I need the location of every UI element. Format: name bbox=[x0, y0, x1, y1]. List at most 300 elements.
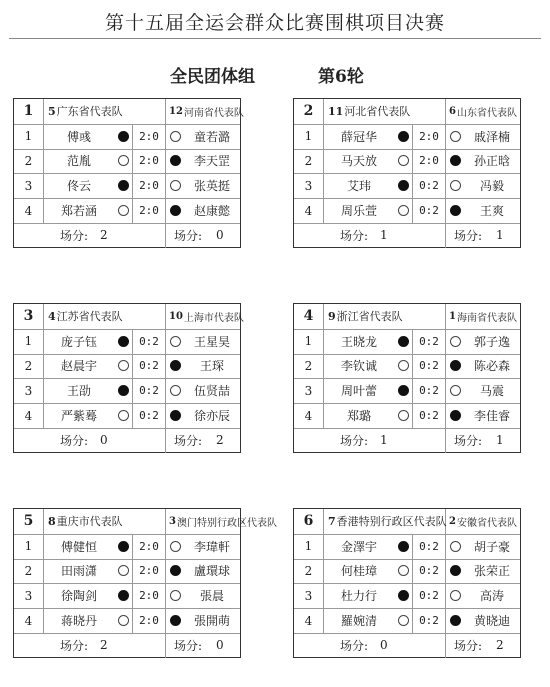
board-row bbox=[14, 354, 240, 380]
player1-name: 徐陶剑 bbox=[60, 589, 97, 604]
player2-color bbox=[446, 173, 464, 198]
board-number: 4 bbox=[14, 198, 44, 223]
white-stone-icon bbox=[170, 336, 181, 347]
team2-name: 上海市代表队 bbox=[183, 312, 244, 324]
score-label: 场分: bbox=[174, 228, 203, 243]
team1-points: 2 bbox=[100, 228, 108, 243]
black-stone-icon bbox=[118, 590, 129, 601]
player1-name: 李钦诚 bbox=[340, 359, 377, 374]
player2-name: 張開萌 bbox=[193, 614, 230, 629]
player2-name: 黄晓迪 bbox=[473, 614, 510, 629]
team2-name: 安徽省代表队 bbox=[456, 517, 517, 529]
team1-cell bbox=[324, 99, 446, 124]
team2-name: 山东省代表队 bbox=[456, 107, 517, 119]
team1-score bbox=[44, 428, 166, 453]
black-stone-icon bbox=[170, 155, 181, 166]
player1-name: 羅婉清 bbox=[340, 614, 377, 629]
score-label: 场分: bbox=[174, 433, 203, 448]
player1-color bbox=[114, 149, 132, 174]
player1-color bbox=[394, 329, 412, 354]
score-label: 场分: bbox=[60, 433, 89, 448]
match-table-2 bbox=[293, 98, 521, 248]
team2-name: 澳门特别行政区代表队 bbox=[176, 517, 277, 529]
player1-name: 庞子钰 bbox=[60, 334, 97, 349]
team1-cell bbox=[44, 304, 166, 329]
board-result: 2:0 bbox=[412, 149, 446, 174]
player1-color bbox=[394, 354, 412, 379]
board-row bbox=[294, 534, 520, 560]
team2-cell bbox=[446, 509, 520, 534]
white-stone-icon bbox=[450, 541, 461, 552]
white-stone-icon bbox=[118, 615, 129, 626]
white-stone-icon bbox=[118, 410, 129, 421]
team1-seed: 7 bbox=[328, 514, 336, 528]
board-result: 2:0 bbox=[132, 534, 166, 559]
black-stone-icon bbox=[398, 385, 409, 396]
black-stone-icon bbox=[450, 205, 461, 216]
white-stone-icon bbox=[170, 541, 181, 552]
team2-score bbox=[166, 633, 240, 658]
player2-color bbox=[166, 583, 184, 608]
board-row bbox=[294, 149, 520, 175]
team1-seed: 5 bbox=[48, 104, 56, 118]
score-label: 场分: bbox=[60, 228, 89, 243]
board-result: 2:0 bbox=[132, 173, 166, 198]
player2-name: 徐亦辰 bbox=[193, 409, 230, 424]
player1-color bbox=[114, 173, 132, 198]
score-label: 场分: bbox=[340, 433, 369, 448]
black-stone-icon bbox=[170, 615, 181, 626]
team1-points: 0 bbox=[100, 433, 108, 448]
white-stone-icon bbox=[450, 131, 461, 142]
team1-seed: 4 bbox=[48, 309, 56, 323]
board-result: 2:0 bbox=[132, 559, 166, 584]
board-number: 3 bbox=[14, 378, 44, 403]
board-number: 1 bbox=[294, 534, 324, 559]
team1-points: 1 bbox=[380, 228, 388, 243]
board-row bbox=[294, 378, 520, 404]
team2-cell bbox=[446, 304, 520, 329]
player1-color bbox=[394, 124, 412, 149]
player1-color bbox=[394, 149, 412, 174]
score-row bbox=[14, 633, 240, 658]
player2-color bbox=[166, 198, 184, 223]
player2-name: 孙正晗 bbox=[473, 154, 510, 169]
white-stone-icon bbox=[398, 615, 409, 626]
team2-score bbox=[446, 223, 520, 248]
table-number: 4 bbox=[294, 304, 324, 329]
team1-seed: 9 bbox=[328, 309, 336, 323]
player2-name: 陈必森 bbox=[473, 359, 510, 374]
black-stone-icon bbox=[118, 385, 129, 396]
board-number: 4 bbox=[14, 608, 44, 633]
player2-color bbox=[446, 354, 464, 379]
player1-name: 何桂璋 bbox=[340, 564, 377, 579]
player2-color bbox=[446, 378, 464, 403]
score-row bbox=[294, 428, 520, 453]
player1-name: 田雨潇 bbox=[60, 564, 97, 579]
white-stone-icon bbox=[450, 336, 461, 347]
team2-score bbox=[166, 223, 240, 248]
team2-cell bbox=[446, 99, 520, 124]
player1-name: 周叶蕾 bbox=[340, 384, 377, 399]
board-result: 0:2 bbox=[412, 378, 446, 403]
round-label: 第6轮 bbox=[318, 67, 364, 87]
team2-points: 1 bbox=[496, 228, 504, 243]
player1-color bbox=[394, 378, 412, 403]
player1-name: 王晓龙 bbox=[340, 334, 377, 349]
player2-name: 李天罡 bbox=[193, 154, 230, 169]
white-stone-icon bbox=[398, 360, 409, 371]
black-stone-icon bbox=[450, 360, 461, 371]
white-stone-icon bbox=[118, 205, 129, 216]
player1-name: 金澤宇 bbox=[340, 539, 377, 554]
match-table-4 bbox=[293, 303, 521, 453]
white-stone-icon bbox=[170, 590, 181, 601]
player2-name: 盧環球 bbox=[193, 564, 230, 579]
team2-score bbox=[166, 428, 240, 453]
board-row bbox=[14, 378, 240, 404]
player1-color bbox=[114, 583, 132, 608]
player1-color bbox=[114, 559, 132, 584]
board-result: 2:0 bbox=[132, 149, 166, 174]
team1-score bbox=[324, 633, 446, 658]
player1-name: 郑璐 bbox=[346, 409, 371, 424]
board-row bbox=[14, 329, 240, 355]
player2-color bbox=[166, 149, 184, 174]
player1-color bbox=[394, 198, 412, 223]
team1-score bbox=[44, 633, 166, 658]
board-result: 2:0 bbox=[132, 583, 166, 608]
board-row bbox=[14, 198, 240, 224]
board-number: 4 bbox=[14, 403, 44, 428]
team1-points: 1 bbox=[380, 433, 388, 448]
match-table-3 bbox=[13, 303, 244, 453]
team1-score bbox=[324, 223, 446, 248]
white-stone-icon bbox=[118, 565, 129, 576]
player1-name: 傅彧 bbox=[66, 129, 91, 144]
team1-name: 重庆市代表队 bbox=[56, 515, 123, 529]
player1-name: 马天放 bbox=[340, 154, 377, 169]
match-header bbox=[14, 99, 244, 125]
black-stone-icon bbox=[170, 565, 181, 576]
team2-cell bbox=[166, 509, 277, 534]
team2-cell bbox=[166, 99, 244, 124]
board-result: 2:0 bbox=[132, 608, 166, 633]
match-header bbox=[294, 304, 520, 330]
board-number: 2 bbox=[294, 354, 324, 379]
match-header bbox=[294, 509, 520, 535]
black-stone-icon bbox=[398, 590, 409, 601]
player2-color bbox=[166, 378, 184, 403]
black-stone-icon bbox=[170, 410, 181, 421]
board-row bbox=[14, 173, 240, 199]
player1-color bbox=[394, 534, 412, 559]
team1-cell bbox=[44, 509, 166, 534]
team2-points: 0 bbox=[216, 228, 224, 243]
score-label: 场分: bbox=[454, 433, 483, 448]
player2-color bbox=[166, 173, 184, 198]
player1-color bbox=[114, 198, 132, 223]
board-result: 0:2 bbox=[412, 329, 446, 354]
board-row bbox=[294, 583, 520, 609]
board-result: 0:2 bbox=[412, 534, 446, 559]
player2-name: 马震 bbox=[479, 384, 504, 399]
board-result: 0:2 bbox=[412, 403, 446, 428]
score-label: 场分: bbox=[340, 228, 369, 243]
team2-score bbox=[446, 633, 520, 658]
table-number: 1 bbox=[14, 99, 44, 124]
board-row bbox=[294, 608, 520, 634]
black-stone-icon bbox=[450, 410, 461, 421]
team2-points: 2 bbox=[216, 433, 224, 448]
team1-score bbox=[324, 428, 446, 453]
board-number: 2 bbox=[294, 559, 324, 584]
table-number: 2 bbox=[294, 99, 324, 124]
player2-color bbox=[446, 403, 464, 428]
match-header bbox=[14, 509, 277, 535]
player1-name: 严紫蓦 bbox=[60, 409, 97, 424]
black-stone-icon bbox=[170, 360, 181, 371]
board-number: 2 bbox=[294, 149, 324, 174]
white-stone-icon bbox=[398, 155, 409, 166]
player2-color bbox=[446, 329, 464, 354]
team1-name: 香港特别行政区代表队 bbox=[336, 515, 447, 529]
board-row bbox=[294, 173, 520, 199]
board-number: 1 bbox=[294, 329, 324, 354]
black-stone-icon bbox=[398, 541, 409, 552]
white-stone-icon bbox=[118, 360, 129, 371]
player2-name: 張晨 bbox=[199, 589, 224, 604]
board-row bbox=[14, 149, 240, 175]
score-row bbox=[294, 223, 520, 248]
player1-name: 周乐萱 bbox=[340, 204, 377, 219]
board-number: 1 bbox=[14, 124, 44, 149]
score-label: 场分: bbox=[454, 228, 483, 243]
match-table-5 bbox=[13, 508, 277, 658]
board-row bbox=[294, 124, 520, 150]
page-title: 第十五届全运会群众比赛围棋项目决赛 bbox=[104, 12, 445, 34]
board-number: 3 bbox=[294, 173, 324, 198]
match-header bbox=[294, 99, 520, 125]
player1-name: 傅健恒 bbox=[60, 539, 97, 554]
player2-color bbox=[446, 198, 464, 223]
player1-name: 赵晨宇 bbox=[60, 359, 97, 374]
score-row bbox=[14, 223, 240, 248]
player1-color bbox=[114, 608, 132, 633]
black-stone-icon bbox=[118, 541, 129, 552]
player1-name: 艾玮 bbox=[346, 179, 371, 194]
team2-seed: 6 bbox=[449, 105, 456, 117]
player2-color bbox=[166, 534, 184, 559]
team2-seed: 3 bbox=[169, 515, 176, 527]
board-number: 3 bbox=[14, 173, 44, 198]
player2-name: 王星昊 bbox=[193, 334, 230, 349]
board-result: 0:2 bbox=[412, 583, 446, 608]
player2-name: 王爽 bbox=[479, 204, 504, 219]
board-result: 2:0 bbox=[132, 198, 166, 223]
white-stone-icon bbox=[170, 180, 181, 191]
score-row bbox=[294, 633, 520, 658]
team2-seed: 1 bbox=[449, 310, 456, 322]
team1-name: 广东省代表队 bbox=[56, 105, 123, 119]
player1-color bbox=[394, 173, 412, 198]
team1-cell bbox=[324, 304, 446, 329]
player2-color bbox=[446, 583, 464, 608]
white-stone-icon bbox=[450, 385, 461, 396]
player2-color bbox=[166, 329, 184, 354]
board-row bbox=[294, 198, 520, 224]
player2-color bbox=[166, 403, 184, 428]
player1-color bbox=[394, 583, 412, 608]
player2-color bbox=[446, 559, 464, 584]
player2-color bbox=[166, 354, 184, 379]
player1-color bbox=[394, 559, 412, 584]
board-row bbox=[294, 559, 520, 585]
team1-score bbox=[44, 223, 166, 248]
player2-color bbox=[166, 124, 184, 149]
player2-name: 赵康懿 bbox=[193, 204, 230, 219]
team1-seed: 11 bbox=[328, 104, 344, 118]
board-number: 3 bbox=[294, 583, 324, 608]
team2-name: 河南省代表队 bbox=[183, 107, 244, 119]
player2-name: 胡子豪 bbox=[473, 539, 510, 554]
player2-name: 童若潞 bbox=[193, 129, 230, 144]
board-row bbox=[14, 124, 240, 150]
team1-name: 江苏省代表队 bbox=[56, 310, 123, 324]
player2-name: 王琛 bbox=[199, 359, 224, 374]
team1-name: 河北省代表队 bbox=[344, 105, 411, 119]
board-number: 2 bbox=[14, 559, 44, 584]
board-result: 2:0 bbox=[132, 124, 166, 149]
player2-color bbox=[166, 608, 184, 633]
white-stone-icon bbox=[118, 155, 129, 166]
black-stone-icon bbox=[398, 336, 409, 347]
player2-color bbox=[446, 608, 464, 633]
board-number: 2 bbox=[14, 149, 44, 174]
score-label: 场分: bbox=[340, 638, 369, 653]
player1-color bbox=[114, 403, 132, 428]
board-row bbox=[14, 403, 240, 429]
player2-name: 张荣正 bbox=[473, 564, 510, 579]
player2-name: 戚泽楠 bbox=[473, 129, 510, 144]
player2-color bbox=[166, 559, 184, 584]
board-number: 1 bbox=[294, 124, 324, 149]
player2-name: 李佳睿 bbox=[473, 409, 510, 424]
black-stone-icon bbox=[450, 155, 461, 166]
player1-name: 王劭 bbox=[66, 384, 91, 399]
player1-color bbox=[394, 403, 412, 428]
board-row bbox=[14, 583, 240, 609]
white-stone-icon bbox=[398, 565, 409, 576]
player1-color bbox=[114, 124, 132, 149]
team2-points: 1 bbox=[496, 433, 504, 448]
group-name: 全民团体组 bbox=[170, 67, 255, 87]
team2-points: 0 bbox=[216, 638, 224, 653]
white-stone-icon bbox=[398, 410, 409, 421]
team1-points: 2 bbox=[100, 638, 108, 653]
title-divider bbox=[9, 38, 541, 39]
board-number: 3 bbox=[14, 583, 44, 608]
board-row bbox=[294, 329, 520, 355]
player2-color bbox=[446, 124, 464, 149]
white-stone-icon bbox=[398, 205, 409, 216]
player1-name: 郑若涵 bbox=[60, 204, 97, 219]
board-result: 0:2 bbox=[412, 608, 446, 633]
team2-cell bbox=[166, 304, 244, 329]
board-result: 0:2 bbox=[412, 173, 446, 198]
table-number: 6 bbox=[294, 509, 324, 534]
team2-name: 海南省代表队 bbox=[456, 312, 517, 324]
black-stone-icon bbox=[398, 131, 409, 142]
team2-score bbox=[446, 428, 520, 453]
team2-points: 2 bbox=[496, 638, 504, 653]
board-result: 2:0 bbox=[412, 124, 446, 149]
player2-name: 高涛 bbox=[479, 589, 504, 604]
board-row bbox=[14, 559, 240, 585]
black-stone-icon bbox=[398, 180, 409, 191]
board-row bbox=[294, 354, 520, 380]
score-label: 场分: bbox=[174, 638, 203, 653]
team1-cell bbox=[324, 509, 446, 534]
black-stone-icon bbox=[118, 180, 129, 191]
black-stone-icon bbox=[170, 205, 181, 216]
player1-name: 佟云 bbox=[66, 179, 91, 194]
board-result: 0:2 bbox=[132, 354, 166, 379]
player1-color bbox=[394, 608, 412, 633]
black-stone-icon bbox=[450, 565, 461, 576]
player1-color bbox=[114, 354, 132, 379]
team1-cell bbox=[44, 99, 166, 124]
player2-name: 冯毅 bbox=[479, 179, 504, 194]
team2-seed: 2 bbox=[449, 515, 456, 527]
player2-name: 郭子逸 bbox=[473, 334, 510, 349]
team2-seed: 10 bbox=[169, 310, 183, 322]
player2-color bbox=[446, 534, 464, 559]
board-number: 4 bbox=[294, 608, 324, 633]
player1-color bbox=[114, 378, 132, 403]
board-result: 0:2 bbox=[132, 378, 166, 403]
score-row bbox=[14, 428, 240, 453]
player2-name: 李瑋軒 bbox=[193, 539, 230, 554]
match-table-1 bbox=[13, 98, 244, 248]
white-stone-icon bbox=[170, 131, 181, 142]
match-header bbox=[14, 304, 244, 330]
match-table-6 bbox=[293, 508, 521, 658]
player1-name: 薛冠华 bbox=[340, 129, 377, 144]
player2-name: 伍贤喆 bbox=[193, 384, 230, 399]
board-number: 1 bbox=[14, 329, 44, 354]
board-row bbox=[294, 403, 520, 429]
team2-seed: 12 bbox=[169, 105, 183, 117]
board-number: 3 bbox=[294, 378, 324, 403]
board-number: 1 bbox=[14, 534, 44, 559]
team1-seed: 8 bbox=[48, 514, 56, 528]
black-stone-icon bbox=[118, 336, 129, 347]
player1-name: 杜力行 bbox=[340, 589, 377, 604]
board-result: 0:2 bbox=[412, 559, 446, 584]
table-number: 5 bbox=[14, 509, 44, 534]
board-number: 4 bbox=[294, 403, 324, 428]
player1-name: 蒋晓丹 bbox=[60, 614, 97, 629]
board-result: 0:2 bbox=[412, 354, 446, 379]
board-row bbox=[14, 608, 240, 634]
white-stone-icon bbox=[170, 385, 181, 396]
board-result: 0:2 bbox=[132, 403, 166, 428]
score-label: 场分: bbox=[60, 638, 89, 653]
black-stone-icon bbox=[118, 131, 129, 142]
team1-points: 0 bbox=[380, 638, 388, 653]
